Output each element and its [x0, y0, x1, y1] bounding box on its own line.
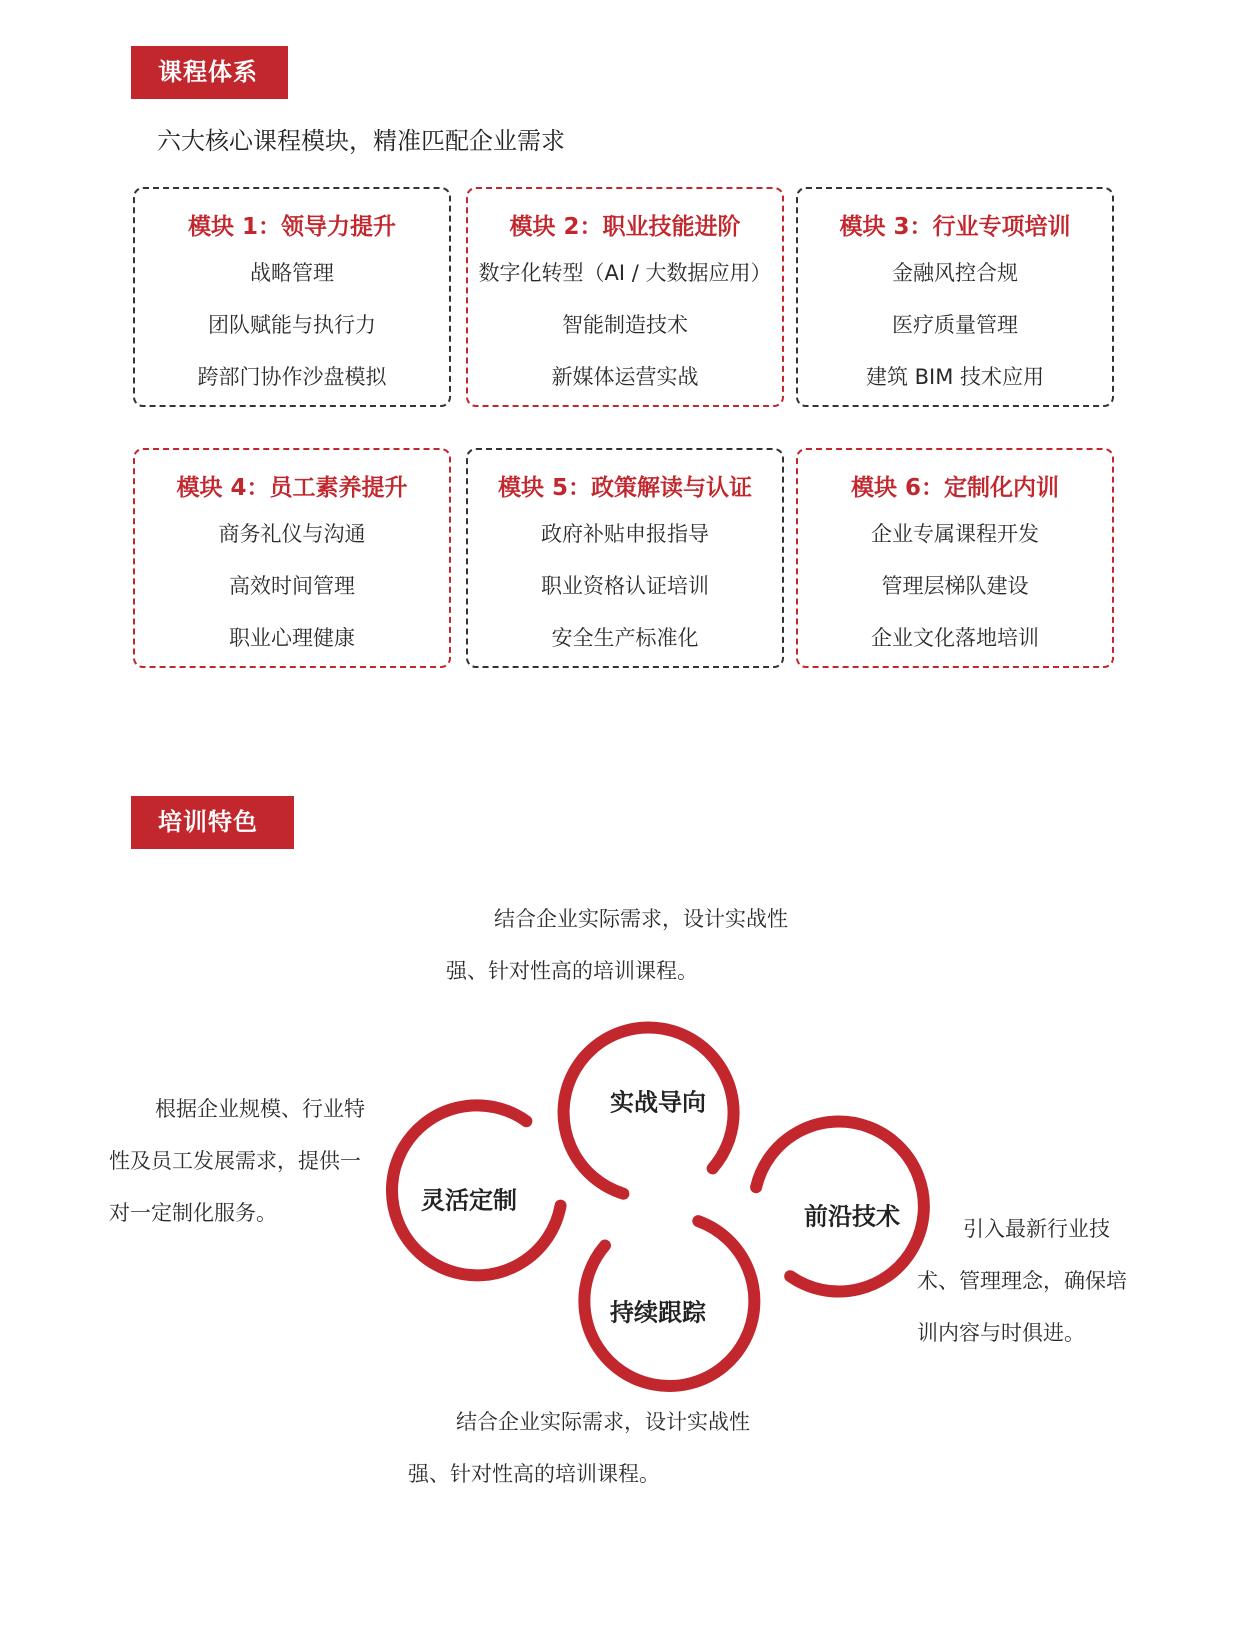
module-item: 建筑 BIM 技术应用 — [865, 365, 1045, 389]
module-title: 模块 1：领导力提升 — [187, 214, 396, 240]
section-tag-feature: 培训特色 — [131, 796, 294, 849]
feature-label-frontier: 前沿技术 — [804, 1202, 900, 1231]
module-title: 模块 3：行业专项培训 — [839, 214, 1071, 240]
desc-line: 根据企业规模、行业特 — [155, 1097, 365, 1121]
module-item: 新媒体运营实战 — [551, 365, 699, 389]
section-tag-course: 课程体系 — [131, 46, 288, 99]
module-item: 智能制造技术 — [562, 313, 688, 337]
desc-line: 强、针对性高的培训课程。 — [408, 1462, 660, 1486]
module-item: 企业专属课程开发 — [871, 522, 1039, 546]
desc-line: 训内容与时俱进。 — [917, 1321, 1085, 1345]
module-item: 战略管理 — [250, 261, 334, 285]
module-item: 数字化转型（AI / 大数据应用） — [478, 261, 772, 285]
module-title: 模块 6：定制化内训 — [850, 475, 1059, 501]
desc-line: 强、针对性高的培训课程。 — [446, 959, 698, 983]
module-item: 医疗质量管理 — [892, 313, 1018, 337]
feature-desc-practical — [446, 893, 788, 997]
module-item: 团队赋能与执行力 — [208, 313, 376, 337]
module-item: 跨部门协作沙盘模拟 — [197, 365, 387, 389]
feature-desc-tracking — [408, 1396, 750, 1500]
desc-line: 性及员工发展需求，提供一 — [109, 1149, 361, 1173]
module-item: 职业心理健康 — [229, 626, 355, 650]
module-item: 管理层梯队建设 — [881, 574, 1029, 598]
feature-label-practical: 实战导向 — [610, 1088, 706, 1117]
desc-line: 结合企业实际需求，设计实战性 — [494, 907, 788, 931]
feature-desc-flexible — [109, 1083, 365, 1239]
course-subtitle: 六大核心课程模块，精准匹配企业需求 — [157, 127, 565, 155]
desc-line: 术、管理理念，确保培 — [917, 1269, 1127, 1293]
feature-label-flexible: 灵活定制 — [421, 1186, 517, 1215]
feature-desc-frontier — [917, 1203, 1127, 1359]
feature-label-tracking: 持续跟踪 — [610, 1298, 706, 1327]
desc-line: 引入最新行业技 — [963, 1217, 1110, 1241]
module-item: 企业文化落地培训 — [871, 626, 1039, 650]
module-item: 安全生产标准化 — [551, 626, 699, 650]
desc-line: 对一定制化服务。 — [109, 1201, 277, 1225]
module-title: 模块 2：职业技能进阶 — [509, 214, 741, 240]
desc-line: 结合企业实际需求，设计实战性 — [456, 1410, 750, 1434]
module-item: 商务礼仪与沟通 — [218, 522, 366, 546]
module-item: 金融风控合规 — [892, 261, 1018, 285]
module-item: 高效时间管理 — [229, 574, 355, 598]
module-title: 模块 4：员工素养提升 — [176, 475, 408, 501]
module-item: 职业资格认证培训 — [541, 574, 709, 598]
module-item: 政府补贴申报指导 — [541, 522, 709, 546]
module-title: 模块 5：政策解读与认证 — [497, 475, 752, 501]
